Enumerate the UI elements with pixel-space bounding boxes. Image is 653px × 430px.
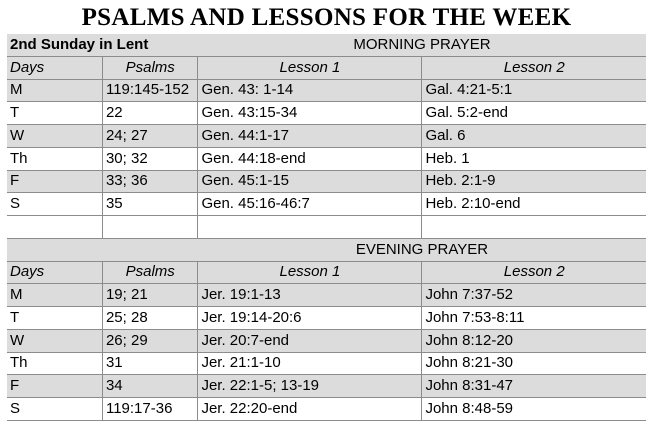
days-header: Days bbox=[7, 261, 102, 284]
days-header: Days bbox=[7, 56, 102, 79]
page-title: PSALMS AND LESSONS FOR THE WEEK bbox=[81, 4, 572, 31]
lesson1-cell: Gen. 44:1-17 bbox=[198, 125, 422, 148]
lesson1-cell: Jer. 21:1-10 bbox=[198, 352, 422, 375]
evening-section-header bbox=[7, 238, 646, 261]
psalms-cell: 119:145-152 bbox=[102, 79, 197, 102]
lectionary-table bbox=[7, 34, 646, 421]
empty-cell bbox=[7, 216, 102, 239]
evening-column-headers bbox=[7, 261, 646, 284]
lesson1-header: Lesson 1 bbox=[198, 56, 422, 79]
empty-cell bbox=[7, 238, 198, 261]
lesson1-cell: Gen. 43: 1-14 bbox=[198, 79, 422, 102]
table-row bbox=[7, 147, 646, 170]
lesson1-cell: Gen. 45:16-46:7 bbox=[198, 193, 422, 216]
day-cell: F bbox=[7, 375, 102, 398]
lesson2-cell: John 7:53-8:11 bbox=[422, 307, 646, 330]
lesson1-cell: Gen. 43:15-34 bbox=[198, 102, 422, 125]
day-cell: Th bbox=[7, 352, 102, 375]
psalms-cell: 31 bbox=[102, 352, 197, 375]
lesson2-cell: John 8:31-47 bbox=[422, 375, 646, 398]
lesson2-cell: Gal. 5:2-end bbox=[422, 102, 646, 125]
table-row bbox=[7, 375, 646, 398]
day-cell: Th bbox=[7, 147, 102, 170]
table-row bbox=[7, 125, 646, 148]
day-cell: S bbox=[7, 398, 102, 421]
morning-column-headers bbox=[7, 56, 646, 79]
lesson1-cell: Gen. 45:1-15 bbox=[198, 170, 422, 193]
table-row bbox=[7, 284, 646, 307]
lesson1-header: Lesson 1 bbox=[198, 261, 422, 284]
empty-cell bbox=[102, 216, 197, 239]
table-row bbox=[7, 398, 646, 421]
day-cell: W bbox=[7, 329, 102, 352]
evening-prayer-label: EVENING PRAYER bbox=[198, 238, 646, 261]
day-cell: F bbox=[7, 170, 102, 193]
lesson1-cell: Jer. 19:14-20:6 bbox=[198, 307, 422, 330]
lesson2-cell: Gal. 6 bbox=[422, 125, 646, 148]
morning-section-header bbox=[7, 34, 646, 56]
lesson2-header: Lesson 2 bbox=[422, 261, 646, 284]
psalms-header: Psalms bbox=[102, 261, 197, 284]
table-row bbox=[7, 79, 646, 102]
spacer-row bbox=[7, 216, 646, 239]
lesson2-header: Lesson 2 bbox=[422, 56, 646, 79]
psalms-cell: 119:17-36 bbox=[102, 398, 197, 421]
lesson2-cell: John 8:12-20 bbox=[422, 329, 646, 352]
day-cell: W bbox=[7, 125, 102, 148]
psalms-cell: 35 bbox=[102, 193, 197, 216]
lesson2-cell: Heb. 1 bbox=[422, 147, 646, 170]
table-row bbox=[7, 193, 646, 216]
day-cell: M bbox=[7, 79, 102, 102]
psalms-cell: 34 bbox=[102, 375, 197, 398]
table-row bbox=[7, 170, 646, 193]
lesson2-cell: Heb. 2:10-end bbox=[422, 193, 646, 216]
day-cell: T bbox=[7, 307, 102, 330]
lesson1-cell: Jer. 19:1-13 bbox=[198, 284, 422, 307]
morning-prayer-label: MORNING PRAYER bbox=[198, 34, 646, 56]
empty-cell bbox=[422, 216, 646, 239]
lesson1-cell: Jer. 22:1-5; 13-19 bbox=[198, 375, 422, 398]
psalms-cell: 33; 36 bbox=[102, 170, 197, 193]
table-row bbox=[7, 352, 646, 375]
day-cell: T bbox=[7, 102, 102, 125]
table-row bbox=[7, 102, 646, 125]
psalms-cell: 26; 29 bbox=[102, 329, 197, 352]
lesson1-cell: Jer. 22:20-end bbox=[198, 398, 422, 421]
lesson1-cell: Jer. 20:7-end bbox=[198, 329, 422, 352]
psalms-header: Psalms bbox=[102, 56, 197, 79]
lesson2-cell: Heb. 2:1-9 bbox=[422, 170, 646, 193]
lesson1-cell: Gen. 44:18-end bbox=[198, 147, 422, 170]
lesson2-cell: John 8:48-59 bbox=[422, 398, 646, 421]
day-cell: S bbox=[7, 193, 102, 216]
psalms-cell: 22 bbox=[102, 102, 197, 125]
sunday-label: 2nd Sunday in Lent bbox=[7, 34, 198, 56]
lesson2-cell: John 7:37-52 bbox=[422, 284, 646, 307]
psalms-cell: 25; 28 bbox=[102, 307, 197, 330]
empty-cell bbox=[198, 216, 422, 239]
lesson2-cell: John 8:21-30 bbox=[422, 352, 646, 375]
table-row bbox=[7, 329, 646, 352]
day-cell: M bbox=[7, 284, 102, 307]
psalms-cell: 30; 32 bbox=[102, 147, 197, 170]
lesson2-cell: Gal. 4:21-5:1 bbox=[422, 79, 646, 102]
psalms-cell: 24; 27 bbox=[102, 125, 197, 148]
psalms-cell: 19; 21 bbox=[102, 284, 197, 307]
table-row bbox=[7, 307, 646, 330]
